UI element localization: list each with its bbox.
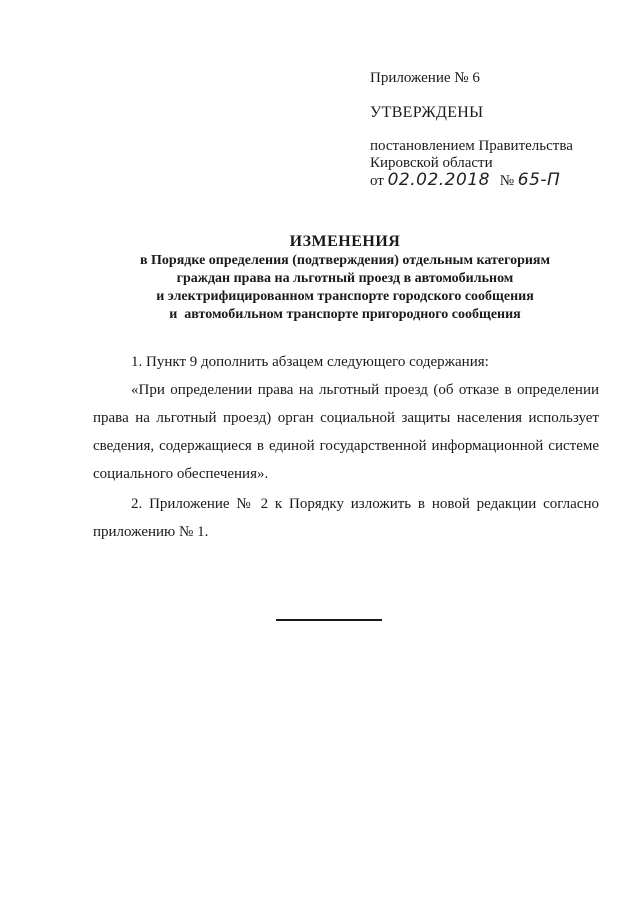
document-title	[80, 232, 610, 324]
approved-label: УТВЕРЖДЕНЫ	[370, 104, 484, 121]
title-line-2: граждан права на льготный проезд в автомобильном	[176, 271, 514, 286]
decree-reference	[370, 138, 620, 190]
annex-number: Приложение № 6	[370, 70, 480, 86]
decree-date-line	[370, 172, 620, 190]
title-line-4: и автомобильном транспорте пригородного сообщения	[169, 307, 521, 322]
decree-date: 02.02.2018	[387, 170, 490, 190]
approval-block	[370, 70, 620, 190]
decree-line-1: постановлением Правительства	[370, 138, 573, 154]
number-prefix: №	[499, 173, 515, 189]
decree-line-2: Кировской области	[370, 155, 493, 171]
decree-number: 65-П	[517, 170, 561, 190]
title-line-3: и электрифицированном транспорте городского сообщения	[156, 289, 534, 304]
date-prefix: от	[370, 173, 384, 189]
paragraph-2: 2. Приложение № 2 к Порядку изложить в новой редакции согласно приложению № 1.	[93, 496, 599, 540]
title-heading: ИЗМЕНЕНИЯ	[289, 233, 401, 250]
paragraph-1: 1. Пункт 9 дополнить абзацем следующего содержания:	[131, 354, 489, 370]
document-body	[93, 348, 599, 546]
paragraph-quote: «При определении права на льготный проезд (об отказе в определении права на льготный проезд) орган социальной защиты населения использует сведения, содержащиеся в единой государственной информационной системе социального обеспечения».	[93, 382, 599, 482]
title-line-1: в Порядке определения (подтверждения) отдельным категориям	[139, 253, 551, 268]
closing-rule	[276, 619, 382, 621]
